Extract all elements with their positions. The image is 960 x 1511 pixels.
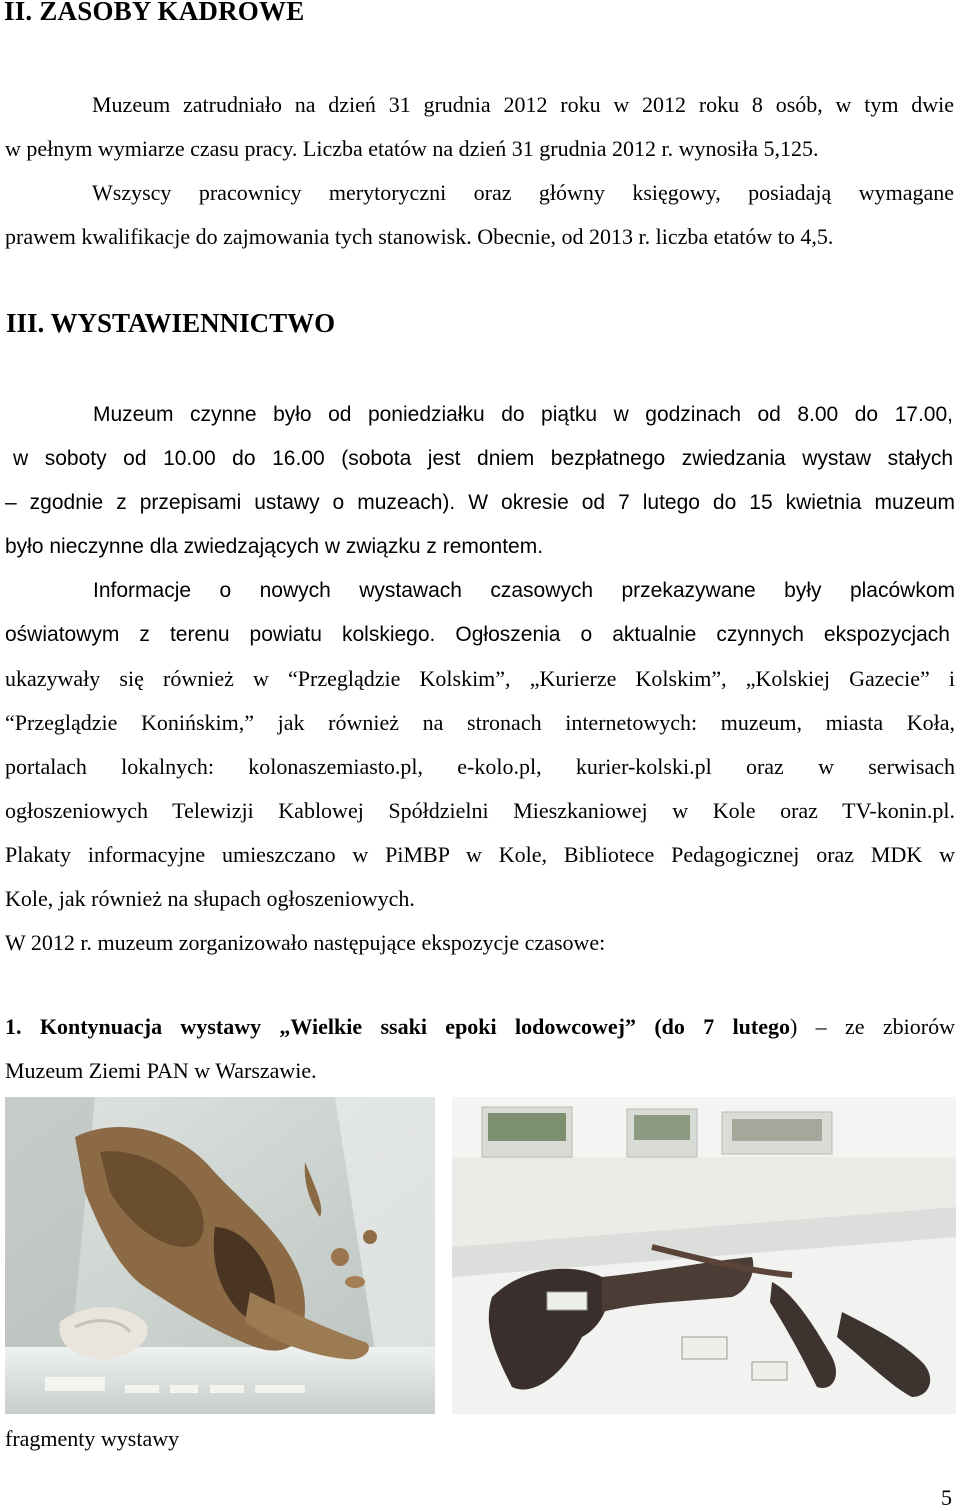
exhibition-item-1-title: 1. Kontynuacja wystawy „Wielkie ssaki epoki lodowcowej” (do 7 lutego	[5, 1014, 791, 1039]
paragraph-line: Muzeum zatrudniało na dzień 31 grudnia 2012 roku w 2012 roku 8 osób, w tym dwie	[92, 92, 954, 117]
page-number: 5	[941, 1485, 952, 1510]
section-heading-exhibitions: III. WYSTAWIENNICTWO	[6, 308, 336, 338]
paragraph-line: prawem kwalifikacje do zajmowania tych stanowisk. Obecnie, od 2013 r. liczba etatów to 4,5.	[5, 224, 834, 249]
paragraph-line: Plakaty informacyjne umieszczano w PiMBP w Kole, Bibliotece Pedagogicznej oraz MDK w	[5, 842, 955, 867]
photo-skull-image	[5, 1097, 435, 1414]
exhibition-item-1-source: ) – ze zbiorów	[790, 1014, 955, 1039]
paragraph-line: ogłoszeniowych Telewizji Kablowej Spółdzielni Mieszkaniowej w Kole oraz TV-konin.pl.	[5, 798, 955, 823]
paragraph-line: Kole, jak również na słupach ogłoszeniowych.	[5, 886, 415, 911]
paragraph-line: oświatowym z terenu powiatu kolskiego. Ogłoszenia o aktualnie czynnych ekspozycjach	[5, 623, 950, 646]
paragraph-line: było nieczynne dla zwiedzających w związku z remontem.	[5, 535, 544, 558]
exhibition-photo-bones	[452, 1097, 956, 1414]
paragraph-line: W 2012 r. muzeum zorganizowało następujące ekspozycje czasowe:	[5, 930, 606, 955]
paragraph-line: ukazywały się również w “Przeglądzie Kolskim”, „Kurierze Kolskim”, „Kolskiej Gazecie” i	[5, 666, 955, 691]
paragraph-line: w pełnym wymiarze czasu pracy. Liczba etatów na dzień 31 grudnia 2012 r. wynosiła 5,125.	[5, 136, 819, 161]
paragraph-line: Informacje o nowych wystawach czasowych przekazywane były placówkom	[93, 579, 955, 602]
paragraph-line: portalach lokalnych: kolonaszemiasto.pl, e-kolo.pl, kurier-kolski.pl oraz w serwisach	[5, 754, 955, 779]
paragraph-line: “Przeglądzie Konińskim,” jak również na stronach internetowych: muzeum, miasta Koła,	[5, 710, 955, 735]
paragraph-line: Muzeum czynne było od poniedziałku do piątku w godzinach od 8.00 do 17.00,	[93, 403, 953, 426]
exhibition-item-1-line2: Muzeum Ziemi PAN w Warszawie.	[5, 1058, 317, 1083]
exhibition-item-1	[5, 1014, 955, 1040]
paragraph-line: – zgodnie z przepisami ustawy o muzeach). W okresie od 7 lutego do 15 kwietnia muzeum	[5, 491, 955, 514]
exhibition-photo-skull	[5, 1097, 435, 1414]
photo-caption: fragmenty wystawy	[5, 1426, 180, 1451]
paragraph-line: w soboty od 10.00 do 16.00 (sobota jest dniem bezpłatnego zwiedzania wystaw stałych	[13, 447, 953, 470]
paragraph-line: Wszyscy pracownicy merytoryczni oraz główny księgowy, posiadają wymagane	[92, 180, 954, 205]
section-heading-staff: II. ZASOBY KADROWE	[4, 0, 305, 26]
photo-bones-image	[452, 1097, 956, 1414]
